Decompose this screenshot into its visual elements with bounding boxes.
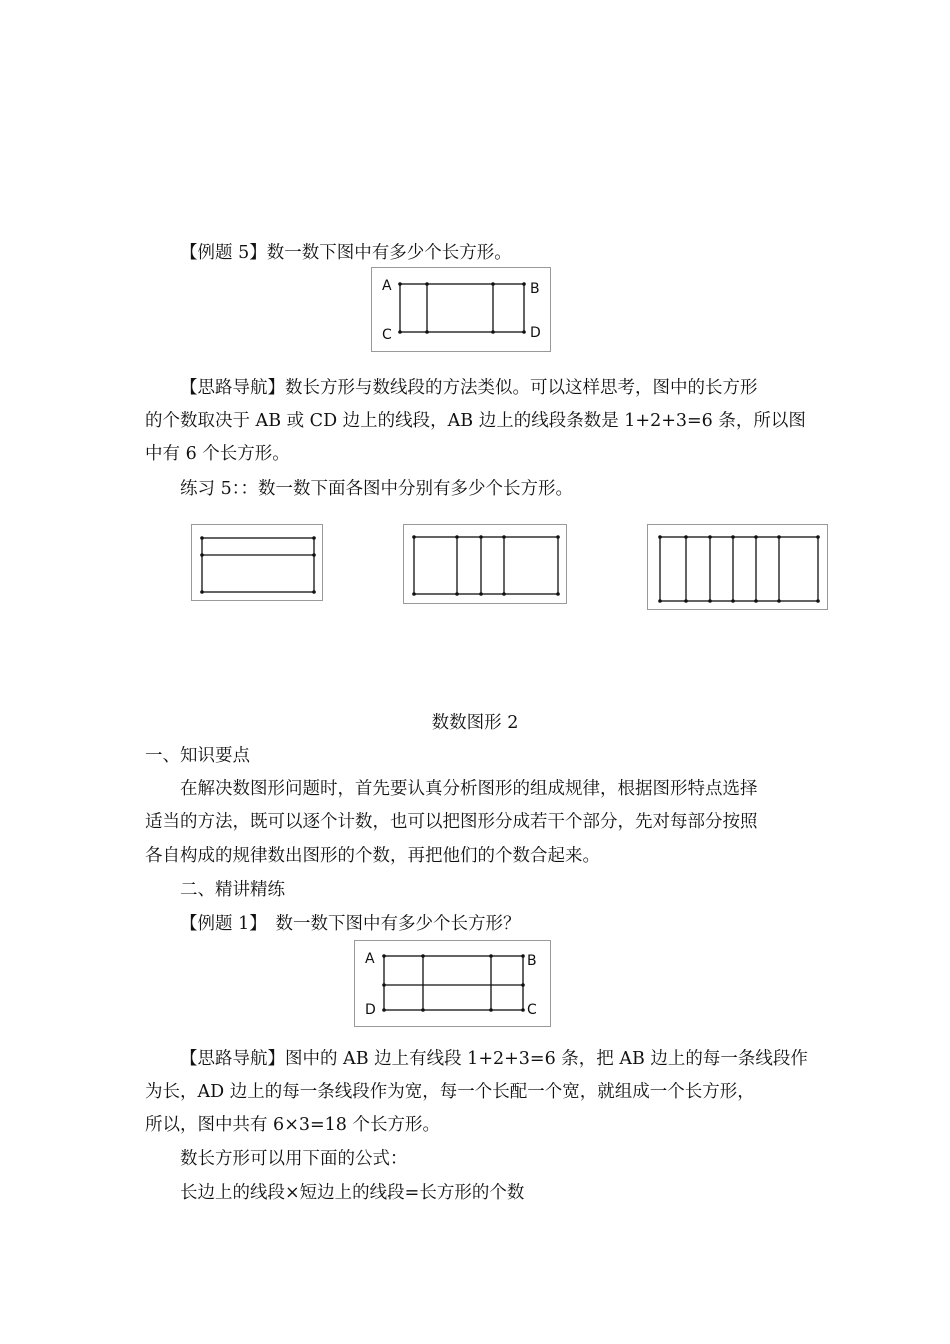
label-a: A [365,951,375,967]
part1-line1: 在解决数图形问题时，首先要认真分析图形的组成规律，根据图形特点选择 [180,779,758,799]
label-d: D [530,325,541,341]
practice-figure-2 [403,524,567,604]
label-d: D [365,1002,376,1018]
label-a: A [382,278,392,294]
guide1-line5: 长边上的线段×短边上的线段=长方形的个数 [180,1183,525,1203]
outer-rect [400,284,524,332]
part1-line2: 适当的方法，既可以逐个计数，也可以把图形分成若干个部分，先对每部分按照 [145,812,758,832]
example5-figure [371,267,551,352]
label-b: B [530,281,540,297]
part1-line3: 各自构成的规律数出图形的个数，再把他们的个数合起来。 [145,846,600,866]
practice-figure-3-svg [648,525,829,611]
part2-title: 二、精讲精练 [180,880,285,900]
example5-title: 【例题 5】数一数下图中有多少个长方形。 [180,243,512,263]
example1-title: 【例题 1】 数一数下图中有多少个长方形？ [180,914,521,934]
example5-figure-svg [372,268,552,353]
guide5-line3: 中有 6 个长方形。 [145,444,290,464]
practice5-title: 练习 5：：数一数下面各图中分别有多少个长方形。 [180,479,573,499]
guide1-line2: 为长，AD 边上的每一条线段作为宽，每一个长配一个宽，就组成一个长方形， [145,1082,755,1102]
guide5-line1: 【思路导航】数长方形与数线段的方法类似。可以这样思考，图中的长方形 [180,378,758,398]
guide1-line1: 【思路导航】图中的 AB 边上有线段 1+2+3=6 条，把 AB 边上的每一条线段作 [180,1049,808,1069]
practice-figure-3 [647,524,828,610]
guide5-line2: 的个数取决于 AB 或 CD 边上的线段，AB 边上的线段条数是 1+2+3=6 条，所以图 [145,411,806,431]
label-c: C [527,1002,537,1018]
label-b: B [527,953,537,969]
example1-figure [354,940,551,1027]
label-c: C [382,327,392,343]
practice-figure-1 [191,524,323,601]
practice-figure-2-svg [404,525,568,605]
practice-figure-1-svg [192,525,324,602]
part1-title: 一、知识要点 [145,746,250,766]
guide1-line3: 所以，图中共有 6×3=18 个长方形。 [145,1115,440,1135]
section-heading: 数数图形 2 [431,713,519,733]
example1-figure-svg [355,941,552,1028]
guide1-line4: 数长方形可以用下面的公式： [180,1149,408,1169]
